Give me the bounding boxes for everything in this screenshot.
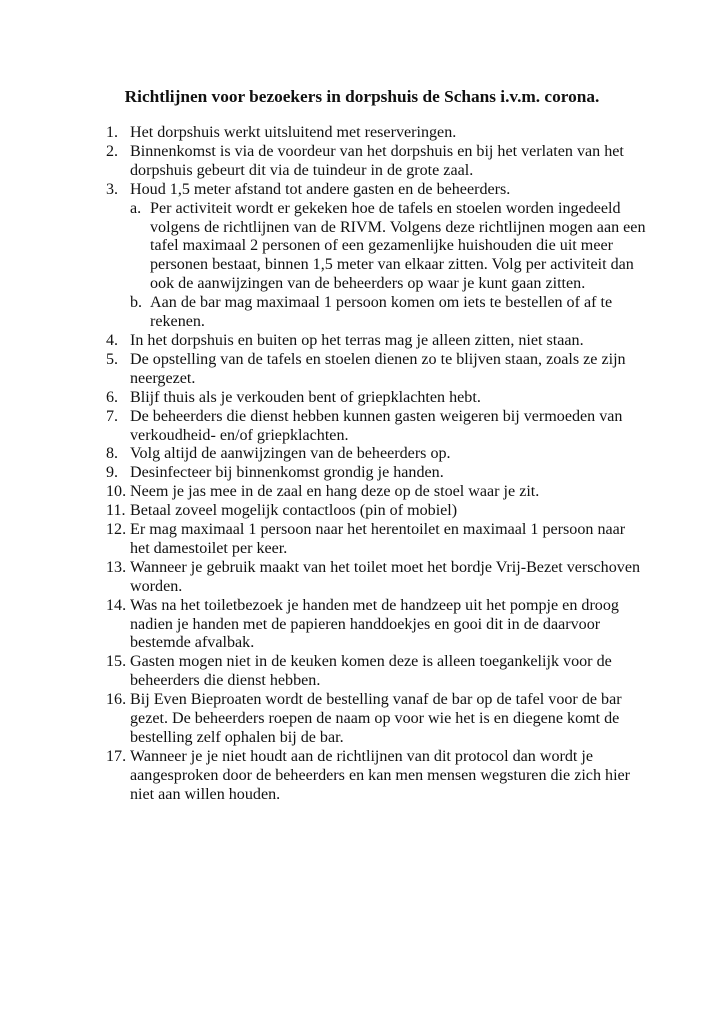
- list-item-12: [106, 521, 646, 559]
- sub-item-text: Per activiteit wordt er gekeken hoe de tafels en stoelen worden ingedeeld volgens de richtlijnen van de RIVM. Volgens deze richtlijnen mogen aan een tafel maximaal 2 personen of een gezamenlijke huishouden die uit meer personen bestaat, binnen 1,5 meter van elkaar zitten. Volg per activiteit dan ook de aanwijzingen van de beheerders op waar je kunt gaan zitten.: [150, 199, 646, 293]
- item-number: 10.: [106, 483, 127, 501]
- item-number: 1.: [106, 124, 119, 141]
- sub-item-a: [130, 200, 646, 295]
- sub-item-letter: a.: [130, 199, 142, 217]
- list-item-7: [106, 408, 646, 446]
- list-item-10: [106, 483, 646, 502]
- list-item-4: [106, 332, 646, 351]
- item-number: 13.: [106, 558, 127, 576]
- item-number: 11.: [106, 502, 126, 520]
- sub-item-text: Aan de bar mag maximaal 1 persoon komen om iets te bestellen of af te rekenen.: [150, 294, 613, 331]
- guidelines-list: [106, 124, 646, 805]
- item-text: Bij Even Bieproaten wordt de bestelling vanaf de bar op de tafel voor de bar gezet. De beheerders roepen de naam op voor wie het is en diegene komt de bestelling zelf ophalen bij de bar.: [130, 691, 622, 746]
- item-number: 3.: [106, 180, 119, 198]
- list-item-16: [106, 691, 646, 748]
- item-number: 7.: [106, 407, 119, 425]
- item-text: Het dorpshuis werkt uitsluitend met reserveringen.: [130, 124, 457, 141]
- item-text: Was na het toiletbezoek je handen met de handzeep uit het pompje en droog nadien je handen met de papieren handdoekjes en gooi dit in de daarvoor bestemde afvalbak.: [130, 596, 619, 652]
- item-number: 6.: [106, 388, 119, 406]
- item-text: In het dorpshuis en buiten op het terras mag je alleen zitten, niet staan.: [130, 331, 584, 349]
- item-number: 9.: [106, 464, 119, 482]
- item-text: Betaal zoveel mogelijk contactloos (pin of mobiel): [130, 502, 458, 520]
- list-item-6: [106, 389, 646, 408]
- sub-list: [130, 200, 646, 332]
- list-item-13: [106, 559, 646, 597]
- sub-item-b: [130, 294, 646, 332]
- item-number: 16.: [106, 691, 127, 709]
- item-text: Wanneer je gebruik maakt van het toilet moet het bordje Vrij-Bezet verschoven worden.: [130, 558, 641, 595]
- item-text: De opstelling van de tafels en stoelen dienen zo te blijven staan, zoals ze zijn neergezet.: [130, 350, 626, 387]
- item-number: 2.: [106, 142, 119, 160]
- list-item-5: [106, 351, 646, 389]
- list-item-1: [106, 124, 646, 143]
- item-number: 8.: [106, 445, 119, 463]
- item-text: Neem je jas mee in de zaal en hang deze op de stoel waar je zit.: [130, 483, 540, 501]
- list-item-11: [106, 502, 646, 521]
- item-text: De beheerders die dienst hebben kunnen gasten weigeren bij vermoeden van verkoudheid- en/of griepklachten.: [130, 407, 623, 444]
- item-text: Binnenkomst is via de voordeur van het dorpshuis en bij het verlaten van het dorpshuis gebeurt dit via de tuindeur in de grote zaal.: [130, 142, 624, 179]
- item-number: 5.: [106, 350, 119, 368]
- list-item-17: [106, 748, 646, 805]
- item-text: Volg altijd de aanwijzingen van de beheerders op.: [130, 445, 451, 463]
- item-number: 15.: [106, 653, 127, 671]
- item-text: Desinfecteer bij binnenkomst grondig je handen.: [130, 464, 444, 482]
- list-item-9: [106, 464, 646, 483]
- list-item-15: [106, 653, 646, 691]
- sub-item-letter: b.: [130, 294, 143, 312]
- item-text: Blijf thuis als je verkouden bent of griepklachten hebt.: [130, 388, 481, 406]
- item-number: 12.: [106, 521, 127, 539]
- item-number: 17.: [106, 747, 127, 765]
- list-item-3: [106, 181, 646, 332]
- list-item-8: [106, 445, 646, 464]
- item-number: 4.: [106, 331, 119, 349]
- item-text: Er mag maximaal 1 persoon naar het herentoilet en maximaal 1 persoon naar het damestoilet per keer.: [130, 521, 626, 557]
- item-number: 14.: [106, 596, 127, 614]
- item-text: Wanneer je je niet houdt aan de richtlijnen van dit protocol dan wordt je aangesproken door de beheerders en kan men mensen wegsturen die zich hier niet aan willen houden.: [130, 747, 631, 803]
- item-text: Gasten mogen niet in de keuken komen deze is alleen toegankelijk voor de beheerders die dienst hebben.: [130, 653, 612, 690]
- list-item-2: [106, 143, 646, 181]
- document-title: Richtlijnen voor bezoekers in dorpshuis de Schans i.v.m. corona.: [124, 87, 600, 106]
- item-text: Houd 1,5 meter afstand tot andere gasten en de beheerders.: [130, 180, 511, 198]
- list-item-14: [106, 597, 646, 654]
